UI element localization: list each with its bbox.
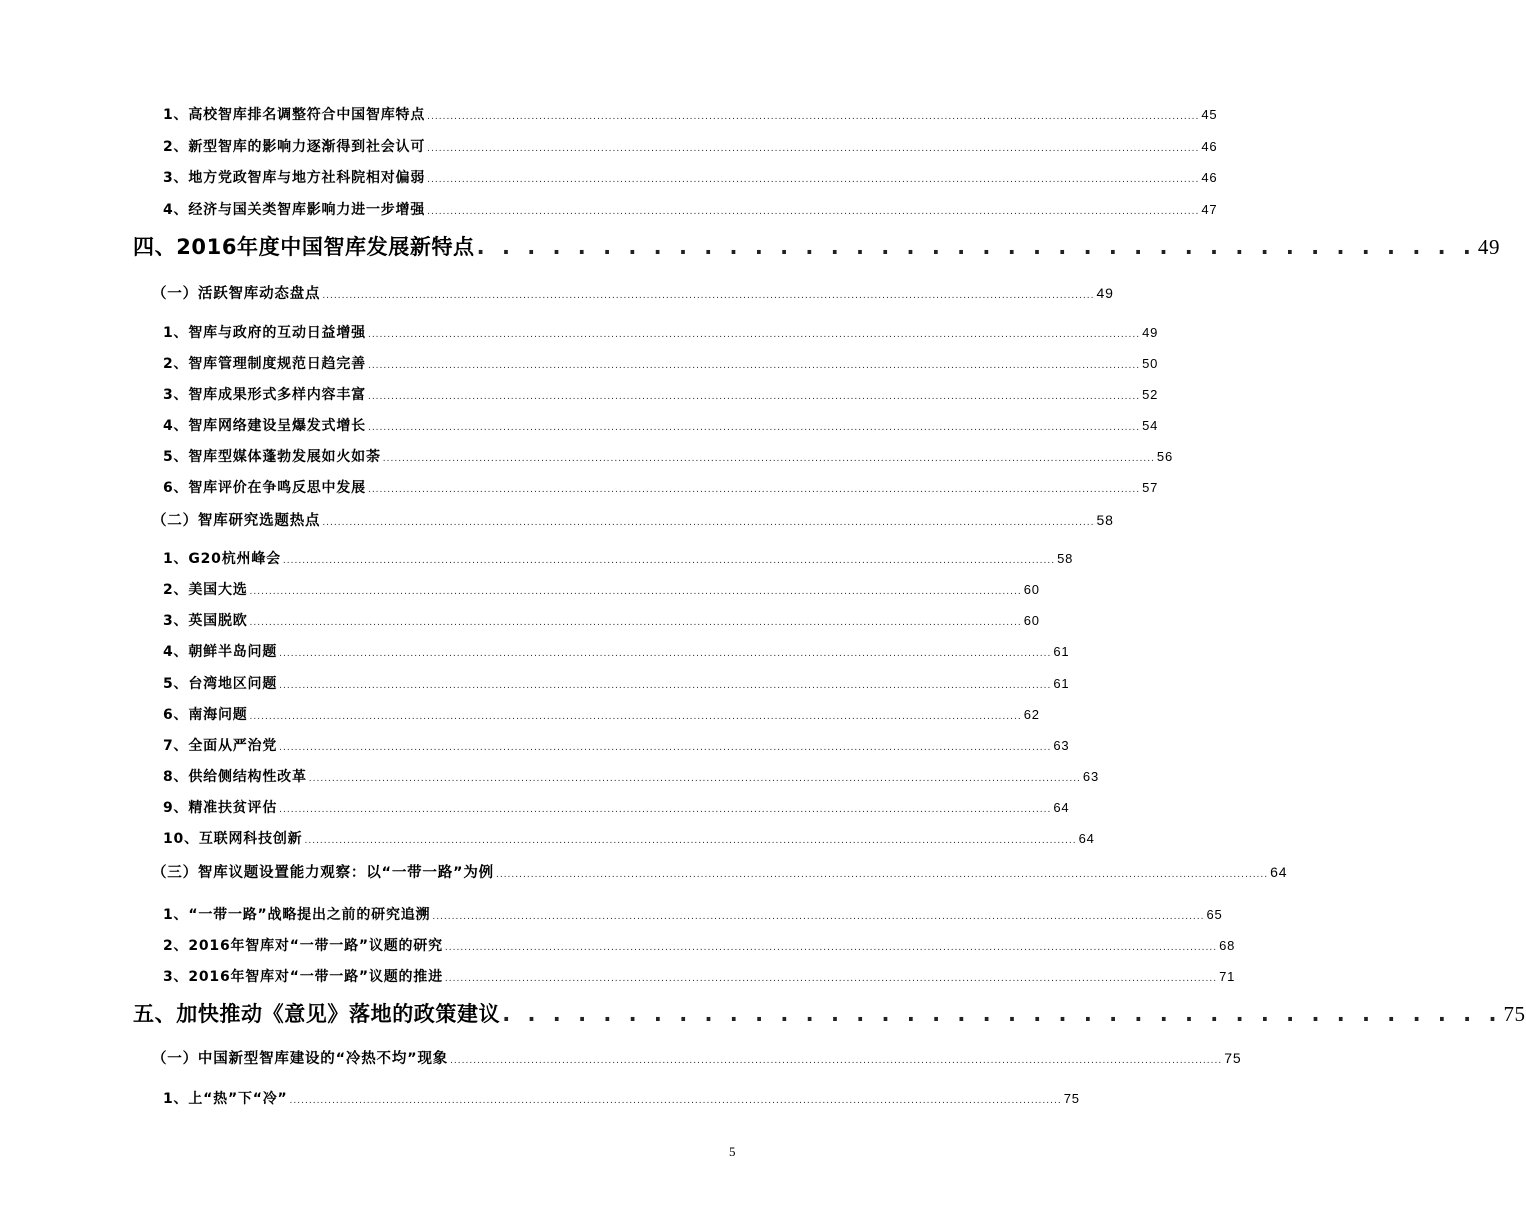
toc-entry[interactable] [163,199,1218,219]
toc-entry-page: 61 [1053,676,1070,691]
toc-dot-leader: ........................................................................................................................................................................................................ [450,1056,1223,1066]
toc-dot-leader: ........................................................................................................................................................................................................ [444,974,1218,984]
toc-entry[interactable] [163,966,1236,986]
toc-dot-leader: ........................................................................................................................................................................................................ [495,870,1269,880]
toc-entry[interactable] [163,477,1159,497]
toc-entry-label: 3、地方党政智库与地方社科院相对偏弱 [163,170,426,186]
toc-entry-page: 49 [1142,325,1159,340]
toc-entry-label: 8、供给侧结构性改革 [163,769,307,785]
toc-entry-label: 2、美国大选 [163,582,248,598]
toc-entry-page: 63 [1053,738,1070,753]
toc-entry-label: 1、“一带一路”战略提出之前的研究追溯 [163,907,431,923]
toc-entry[interactable] [133,998,1526,1028]
toc-dot-leader: . . . . . . . . . . . . . . . . . . . . . . . . . . . . . . . . . . . . . . . . [476,235,1476,259]
toc-dot-leader: ........................................................................................................................................................................................................ [444,943,1218,953]
toc-entry-page: 46 [1201,170,1218,185]
toc-entry-label: 7、全面从严治党 [163,738,278,754]
toc-entry-label: 1、智库与政府的互动日益增强 [163,325,366,341]
toc-entry-page: 75 [1503,1002,1526,1026]
toc-dot-leader: ........................................................................................................................................................................................................ [367,392,1141,402]
toc-entry-page: 50 [1142,356,1159,371]
toc-entry-page: 49 [1477,235,1501,259]
toc-entry-label: 6、智库评价在争鸣反思中发展 [163,480,366,496]
toc-dot-leader: ........................................................................................................................................................................................................ [279,805,1052,815]
toc-entry-label: 四、2016年度中国智库发展新特点 [133,235,475,259]
toc-entry-label: 2、智库管理制度规范日趋完善 [163,356,366,372]
toc-entry-page: 61 [1053,644,1070,659]
toc-entry-page: 46 [1201,139,1218,154]
toc-dot-leader: ........................................................................................................................................................................................................ [427,112,1200,122]
toc-entry[interactable] [163,384,1159,404]
toc-entry-label: 10、互联网科技创新 [163,831,303,847]
toc-entry[interactable] [163,610,1040,630]
toc-entry-label: （二）智库研究选题热点 [152,513,321,529]
toc-dot-leader: ........................................................................................................................................................................................................ [367,485,1141,495]
toc-dot-leader: ........................................................................................................................................................................................................ [279,649,1052,659]
toc-entry[interactable] [163,828,1095,848]
toc-dot-leader: ........................................................................................................................................................................................................ [279,743,1052,753]
toc-entry-page: 57 [1142,480,1159,495]
toc-entry-page: 60 [1023,582,1040,597]
toc-entry-page: 63 [1082,769,1099,784]
toc-entry-page: 56 [1156,449,1173,464]
page-number: 5 [729,1144,736,1159]
toc-dot-leader: ........................................................................................................................................................................................................ [282,556,1056,566]
toc-entry-label: 五、加快推动《意见》落地的政策建议 [133,1002,501,1026]
toc-entry[interactable] [163,322,1159,342]
toc-entry[interactable] [152,861,1288,882]
toc-entry-page: 49 [1096,285,1114,301]
toc-entry[interactable] [163,641,1070,661]
toc-entry[interactable] [163,446,1173,466]
toc-entry-label: 1、上“热”下“冷” [163,1091,288,1107]
toc-entry-page: 60 [1023,613,1040,628]
toc-entry-page: 71 [1219,969,1236,984]
toc-dot-leader: ........................................................................................................................................................................................................ [367,361,1141,371]
toc-dot-leader: ........................................................................................................................................................................................................ [382,454,1155,464]
toc-entry-page: 75 [1063,1091,1080,1106]
toc-dot-leader: ........................................................................................................................................................................................................ [367,330,1141,340]
toc-entry-page: 52 [1142,387,1159,402]
toc-entry-page: 58 [1096,512,1114,528]
toc-entry[interactable] [133,231,1501,261]
toc-entry-label: （一）活跃智库动态盘点 [152,286,321,302]
toc-entry[interactable] [163,136,1218,156]
toc-entry-label: 1、高校智库排名调整符合中国智库特点 [163,107,426,123]
toc-entry-page: 64 [1270,864,1288,880]
toc-dot-leader: ........................................................................................................................................................................................................ [427,144,1200,154]
toc-entry[interactable] [152,509,1114,530]
toc-entry[interactable] [163,415,1159,435]
toc-entry-label: 3、智库成果形式多样内容丰富 [163,387,366,403]
toc-entry-page: 75 [1224,1050,1242,1066]
toc-entry[interactable] [163,797,1070,817]
toc-entry[interactable] [163,735,1070,755]
toc-dot-leader: ........................................................................................................................................................................................................ [308,774,1081,784]
toc-entry-label: 9、精准扶贫评估 [163,800,278,816]
toc-dot-leader: ........................................................................................................................................................................................................ [322,518,1095,528]
toc-entry-page: 64 [1053,800,1070,815]
toc-entry-page: 68 [1219,938,1236,953]
toc-entry[interactable] [163,904,1223,924]
toc-entry-label: 5、智库型媒体蓬勃发展如火如荼 [163,449,381,465]
toc-entry-label: 1、G20杭州峰会 [163,551,281,567]
toc-entry-page: 45 [1201,107,1218,122]
toc-dot-leader: ........................................................................................................................................................................................................ [289,1096,1062,1106]
toc-dot-leader: ........................................................................................................................................................................................................ [367,423,1141,433]
toc-entry[interactable] [152,1047,1242,1068]
toc-dot-leader: ........................................................................................................................................................................................................ [249,712,1022,722]
toc-entry-label: （三）智库议题设置能力观察：以“一带一路”为例 [152,865,494,881]
toc-entry[interactable] [163,548,1074,568]
toc-dot-leader: ........................................................................................................................................................................................................ [427,175,1200,185]
toc-entry-label: 3、英国脱欧 [163,613,248,629]
toc-dot-leader: ........................................................................................................................................................................................................ [427,207,1200,217]
toc-dot-leader: . . . . . . . . . . . . . . . . . . . . . . . . . . . . . . . . . . . . . . . . [502,1002,1502,1026]
toc-dot-leader: ........................................................................................................................................................................................................ [304,836,1077,846]
toc-entry[interactable] [163,935,1236,955]
toc-entry-label: 5、台湾地区问题 [163,676,278,692]
toc-entry-label: 4、智库网络建设呈爆发式增长 [163,418,366,434]
toc-entry[interactable] [163,1088,1080,1108]
toc-dot-leader: ........................................................................................................................................................................................................ [432,912,1205,922]
toc-dot-leader: ........................................................................................................................................................................................................ [279,681,1052,691]
toc-entry-page: 64 [1078,831,1095,846]
toc-dot-leader: ........................................................................................................................................................................................................ [249,618,1022,628]
toc-entry[interactable] [163,673,1070,693]
toc-entry-label: 4、经济与国关类智库影响力进一步增强 [163,202,426,218]
toc-dot-leader: ........................................................................................................................................................................................................ [322,291,1095,301]
toc-entry-page: 65 [1206,907,1223,922]
toc-entry-label: 2、新型智库的影响力逐渐得到社会认可 [163,139,426,155]
toc-entry-page: 62 [1023,707,1040,722]
toc-entry-label: 6、南海问题 [163,707,248,723]
toc-entry[interactable] [152,282,1114,303]
toc-dot-leader: ........................................................................................................................................................................................................ [249,587,1022,597]
toc-entry-page: 47 [1201,202,1218,217]
toc-entry[interactable] [163,167,1218,187]
toc-entry-label: 3、2016年智库对“一带一路”议题的推进 [163,969,443,985]
toc-entry[interactable] [163,766,1099,786]
toc-entry-label: 4、朝鲜半岛问题 [163,644,278,660]
toc-entry[interactable] [163,104,1218,124]
toc-entry-page: 58 [1057,551,1074,566]
toc-entry[interactable] [163,353,1159,373]
toc-entry[interactable] [163,704,1040,724]
toc-entry-page: 54 [1142,418,1159,433]
toc-entry-label: （一）中国新型智库建设的“冷热不均”现象 [152,1051,449,1067]
toc-entry-label: 2、2016年智库对“一带一路”议题的研究 [163,938,443,954]
toc-entry[interactable] [163,579,1040,599]
